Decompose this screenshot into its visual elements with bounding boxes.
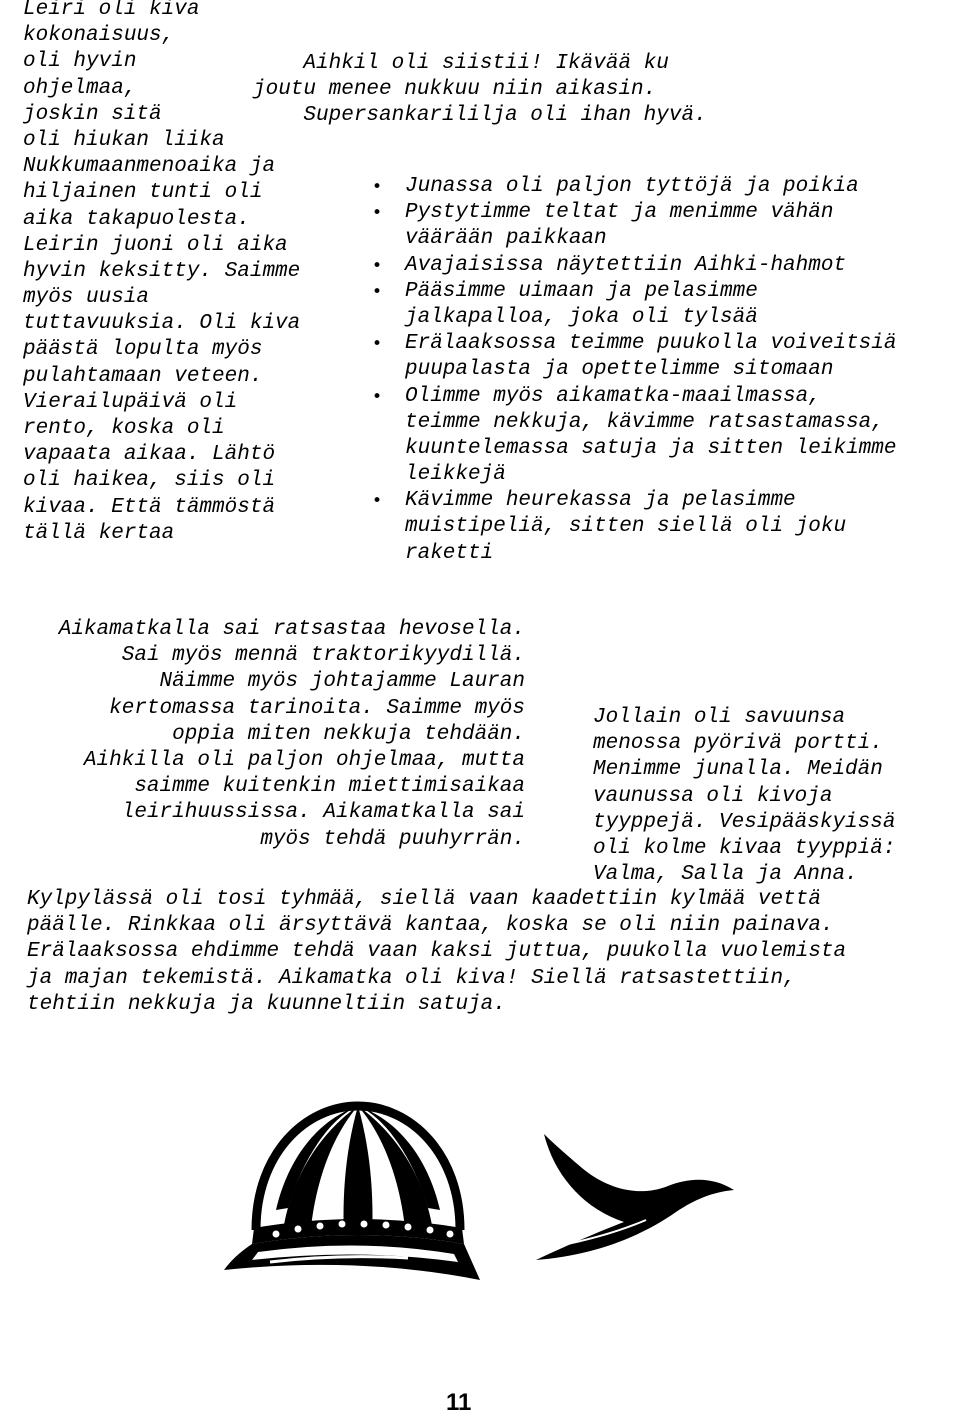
list-item bbox=[372, 384, 896, 489]
text-line: vapaata aikaa. Lähtö bbox=[23, 443, 276, 467]
text-line: Supersankarililja oli ihan hyvä. bbox=[253, 104, 707, 128]
helmet-icon bbox=[218, 1098, 488, 1298]
text-line: saimme kuitenkin miettimisaikaa bbox=[134, 775, 525, 799]
text-line: myös uusia bbox=[23, 286, 150, 310]
text-line: Leirin juoni oli aika bbox=[23, 233, 288, 257]
text-line: Sai myös mennä traktorikyydillä. bbox=[121, 644, 525, 668]
list-item-line: Olimme myös aikamatka-maailmassa, bbox=[405, 384, 821, 408]
list-item bbox=[372, 174, 896, 200]
text-line: tuttavuuksia. Oli kiva bbox=[23, 312, 301, 336]
text-line: Nukkumaanmenoaika ja bbox=[23, 155, 276, 179]
text-line: joskin sitä bbox=[23, 102, 162, 126]
list-item-line: Kävimme heurekassa ja pelasimme bbox=[405, 489, 796, 513]
text-line: menossa pyörivä portti. bbox=[593, 732, 883, 756]
text-line: oppia miten nekkuja tehdään. bbox=[172, 722, 525, 746]
list-item-line: Erälaaksossa teimme puukolla voiveitsiä bbox=[405, 332, 897, 356]
list-item bbox=[372, 253, 896, 279]
aikamatka-paragraph bbox=[0, 617, 525, 853]
text-line: Aikamatkalla sai ratsastaa hevosella. bbox=[58, 618, 525, 641]
text-line: aika takapuolesta. bbox=[23, 207, 250, 231]
kylpyla-paragraph bbox=[27, 887, 846, 1018]
bullet-list bbox=[372, 174, 896, 567]
text-line: Aihkil oli siistii! Ikävää ku bbox=[253, 52, 669, 75]
list-item-line: raketti bbox=[405, 541, 494, 565]
text-line: Kylpylässä oli tosi tyhmää, siellä vaan kaadettiin kylmää vettä bbox=[27, 888, 821, 911]
list-item-line: Junassa oli paljon tyttöjä ja poikia bbox=[405, 175, 859, 198]
text-line: Vierailupäivä oli bbox=[23, 390, 238, 414]
text-line: kokonaisuus, bbox=[23, 24, 175, 48]
bullet-icon: • bbox=[372, 386, 383, 407]
text-line: rento, koska oli bbox=[23, 417, 225, 440]
list-item-line: Pääsimme uimaan ja pelasimme bbox=[405, 279, 758, 303]
text-line: Aihkilla oli paljon ohjelmaa, mutta bbox=[83, 748, 525, 772]
text-line: hiljainen tunti oli bbox=[23, 181, 263, 205]
text-line: tyyppejä. Vesipääskyissä bbox=[593, 810, 896, 834]
list-item-line: leikkejä bbox=[405, 463, 506, 487]
bullet-icon: • bbox=[372, 334, 383, 355]
text-line: oli hyvin bbox=[23, 50, 137, 74]
text-line: ja majan tekemistä. Aikamatka oli kiva! Siellä ratsastettiin, bbox=[27, 966, 796, 990]
swallow-icon bbox=[528, 1128, 738, 1268]
bullet-icon: • bbox=[372, 255, 383, 276]
junalla-paragraph bbox=[593, 705, 895, 888]
text-line: tällä kertaa bbox=[23, 521, 175, 545]
list-item bbox=[372, 331, 896, 383]
list-item-line: Pystytimme teltat ja menimme vähän bbox=[405, 201, 834, 225]
text-line: päälle. Rinkkaa oli ärsyttävä kantaa, koska se oli niin painava. bbox=[27, 914, 834, 938]
text-line: myös tehdä puuhyrrän. bbox=[260, 827, 525, 851]
list-item bbox=[372, 488, 896, 567]
list-item-line: kuuntelemassa satuja ja sitten leikimme bbox=[405, 436, 897, 460]
text-line: kivaa. Että tämmöstä bbox=[23, 495, 276, 519]
list-item-line: jalkapalloa, joka oli tylsää bbox=[405, 305, 758, 329]
list-item-line: puupalasta ja opettelimme sitomaan bbox=[405, 358, 834, 382]
list-item-line: teimme nekkuja, kävimme ratsastamassa, bbox=[405, 410, 884, 434]
bullet-icon: • bbox=[372, 491, 383, 512]
text-line: Jollain oli savuunsa bbox=[593, 706, 846, 729]
page-number: 11 bbox=[446, 1389, 472, 1416]
list-item bbox=[372, 279, 896, 331]
text-line: päästä lopulta myös bbox=[23, 338, 263, 362]
text-line: Erälaaksossa ehdimme tehdä vaan kaksi juttua, puukolla vuolemista bbox=[27, 940, 847, 964]
list-item-line: väärään paikkaan bbox=[405, 227, 607, 251]
list-item-line: muistipeliä, sitten siellä oli joku bbox=[405, 515, 847, 539]
text-line: kertomassa tarinoita. Saimme myös bbox=[109, 696, 525, 720]
bullet-icon: • bbox=[372, 203, 383, 224]
bullet-icon: • bbox=[372, 281, 383, 302]
text-line: Näimme myös johtajamme Lauran bbox=[159, 670, 525, 694]
list-item-line: Avajaisissa näytettiin Aihki-hahmot bbox=[405, 253, 847, 277]
list-item bbox=[372, 200, 896, 252]
text-line: Valma, Salla ja Anna. bbox=[593, 863, 858, 887]
text-line: Leiri oli kiva bbox=[23, 0, 200, 21]
text-line: oli kolme kivaa tyyppiä: bbox=[593, 836, 896, 860]
text-line: ohjelmaa, bbox=[23, 76, 137, 100]
text-line: joutu menee nukkuu niin aikasin. bbox=[253, 78, 657, 102]
text-line: oli hiukan liika bbox=[23, 128, 225, 152]
text-line: vaunussa oli kivoja bbox=[593, 784, 833, 808]
text-line: hyvin keksitty. Saimme bbox=[23, 259, 301, 283]
text-line: pulahtamaan veteen. bbox=[23, 364, 263, 388]
text-line: tehtiin nekkuja ja kuunneltiin satuja. bbox=[27, 992, 506, 1016]
text-line: leirihuussissa. Aikamatkalla sai bbox=[121, 801, 525, 825]
top-center-text bbox=[253, 51, 707, 130]
bullet-icon: • bbox=[372, 177, 383, 197]
text-line: oli haikea, siis oli bbox=[23, 469, 276, 493]
text-line: Menimme junalla. Meidän bbox=[593, 758, 883, 782]
